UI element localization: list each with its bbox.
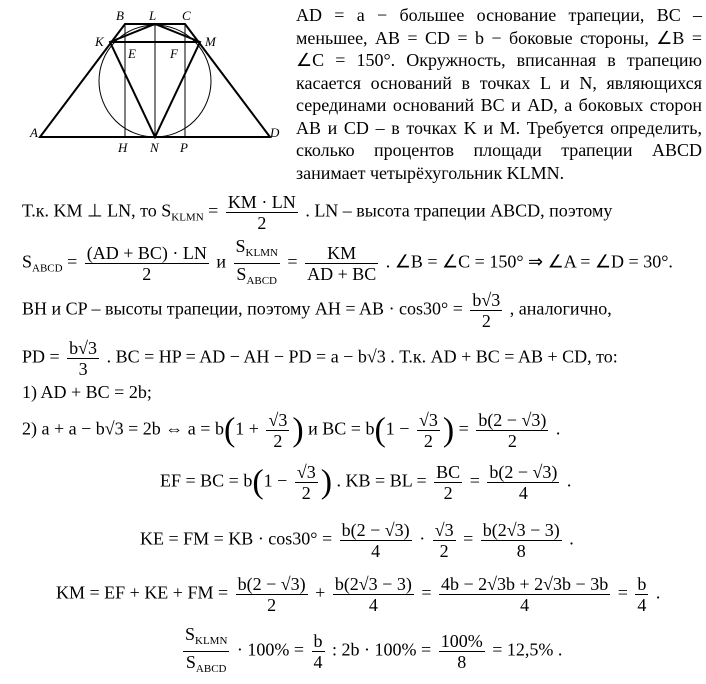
solution-line-6: 2) a + a − b√3 = 2b ⇔ a = b(1 + $\frac{√3}{2}$ ) и BC = b(1 − $\frac{√3}{2}$ ) = $\frac{b(2 - √3)}{2}$ .: [22, 410, 561, 451]
solution-line-8: KE = FM = KB · cos30° = $\frac{b(2 - √3)}{4}$ · $\frac{√3}{2}$ = $\frac{b(2√3 - 3)}{8}$ .: [140, 520, 574, 561]
label-l: L: [149, 8, 157, 23]
label-f: F: [170, 46, 178, 61]
label-k: K: [95, 34, 104, 49]
solution-line-10: $\frac{S_{KLMN}}{S_{ABCD}}$ · 100% = $\frac{b}{4}$ : 2b · 100% = $\frac{100\%}{8}$ = 12,5% .: [185, 624, 563, 675]
label-b: B: [116, 8, 124, 23]
problem-text: AD = a − большее основание трапеции, BC – меньшее, AB = CD = b − боковые стороны, ∠B = ∠C = 150°. Окружность, вписанная в трапецию касается оснований в точках L и N, являющихся серединами оснований BC и AD, а боковых сторон AB и CD – в точках K и M. Требуется определить, сколько процентов площади трапеции ABCD занимает четырёхугольник KLMN.: [296, 5, 702, 183]
problem-statement: [296, 4, 702, 184]
label-c: C: [182, 8, 191, 23]
label-e: E: [128, 46, 136, 61]
label-p: P: [180, 140, 188, 155]
solution-line-1: Т.к. KM ⊥ LN, то $S_{KLMN}$ = $\frac{KM \cdot LN}{2}$ . LN – высота трапеции ABCD, поэтому: [22, 192, 613, 233]
solution-line-7: EF = BC = b(1 − $\frac{√3}{2}$ ) . KB = BL = $\frac{BC}{2}$ = $\frac{b(2 - √3)}{4}$ .: [160, 462, 572, 503]
label-h: H: [118, 140, 128, 155]
solution-line-2: $S_{ABCD}$ = $\frac{(AD + BC) \cdot LN}{2}$ и $\frac{S_{KLMN}}{S_{ABCD}}$ = $\frac{KM}{AD + BC}$ . ∠B = ∠C = 150° ⇒ ∠A = ∠D = 30°.: [22, 236, 673, 287]
solution-line-3: BH и CP – высоты трапеции, поэтому AH = AB · cos30° = $\frac{b√3}{2}$ , аналогично,: [22, 290, 612, 331]
label-a: A: [30, 125, 38, 140]
trapezoid-diagram: [0, 0, 292, 160]
solution-line-5: 1) AD + BC = 2b;: [22, 382, 152, 402]
solution-line-4: PD = $\frac{b√3}{3}$ . BC = HP = AD − AH − PD = a − b√3 . Т.к. AD + BC = AB + CD, то:: [22, 338, 618, 379]
fraction: $\frac{KM \cdot LN}{2}$: [227, 192, 296, 233]
label-d: D: [270, 125, 280, 140]
label-n: N: [150, 140, 159, 155]
solution-line-9: KM = EF + KE + FM = $\frac{b(2 - √3)}{2}$ + $\frac{b(2√3 - 3)}{4}$ = $\frac{4b - 2√3b + 2√3b - 3b}{4}$ = $\frac{b}{4}$ .: [56, 574, 661, 615]
label-m: M: [205, 34, 216, 49]
